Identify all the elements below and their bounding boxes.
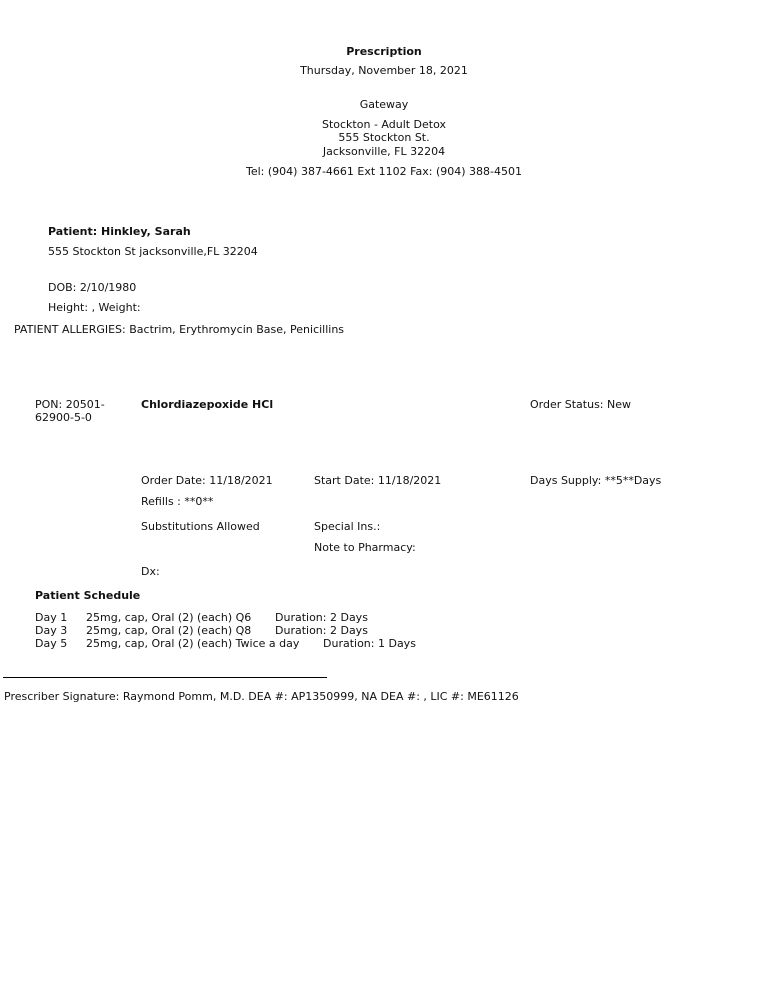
drug-name: Chlordiazepoxide HCl <box>141 398 274 411</box>
note-to-pharmacy: Note to Pharmacy: <box>314 541 416 554</box>
patient-height-weight: Height: , Weight: <box>48 301 141 314</box>
patient-address: 555 Stockton St jacksonville,FL 32204 <box>48 245 258 258</box>
start-date: Start Date: 11/18/2021 <box>314 474 442 487</box>
schedule-day: Day 3 <box>35 624 68 637</box>
pon-line-2: 62900-5-0 <box>35 411 92 424</box>
schedule-day: Day 5 <box>35 637 68 650</box>
schedule-dose: 25mg, cap, Oral (2) (each) Twice a day <box>86 637 300 650</box>
pon-line-1: PON: 20501- <box>35 398 105 411</box>
patient-dob: DOB: 2/10/1980 <box>48 281 137 294</box>
schedule-duration: Duration: 2 Days <box>275 624 368 637</box>
patient-allergies: PATIENT ALLERGIES: Bactrim, Erythromycin Base, Penicillins <box>14 323 345 336</box>
order-status: Order Status: New <box>530 398 632 411</box>
schedule-day: Day 1 <box>35 611 68 624</box>
schedule-dose: 25mg, cap, Oral (2) (each) Q6 <box>86 611 252 624</box>
facility-contact: Tel: (904) 387-4661 Ext 1102 Fax: (904) 388-4501 <box>246 165 522 178</box>
facility-city: Jacksonville, FL 32204 <box>322 145 446 158</box>
patient-name: Patient: Hinkley, Sarah <box>48 225 191 238</box>
document-title: Prescription <box>346 45 422 58</box>
document-date: Thursday, November 18, 2021 <box>300 64 468 77</box>
facility-street: 555 Stockton St. <box>338 131 430 144</box>
schedule-dose: 25mg, cap, Oral (2) (each) Q8 <box>86 624 252 637</box>
facility-name: Stockton - Adult Detox <box>321 118 447 131</box>
schedule-duration: Duration: 1 Days <box>323 637 416 650</box>
schedule-duration: Duration: 2 Days <box>275 611 368 624</box>
organization-name: Gateway <box>359 98 409 111</box>
days-supply: Days Supply: **5**Days <box>530 474 662 487</box>
schedule-title: Patient Schedule <box>35 589 141 602</box>
refills: Refills : **0** <box>141 495 214 508</box>
diagnosis: Dx: <box>141 565 160 578</box>
prescriber-signature: Prescriber Signature: Raymond Pomm, M.D. DEA #: AP1350999, NA DEA #: , LIC #: ME61126 <box>4 690 519 703</box>
signature-line <box>3 677 327 678</box>
special-instructions: Special Ins.: <box>314 520 381 533</box>
order-date: Order Date: 11/18/2021 <box>141 474 273 487</box>
substitutions: Substitutions Allowed <box>141 520 260 533</box>
